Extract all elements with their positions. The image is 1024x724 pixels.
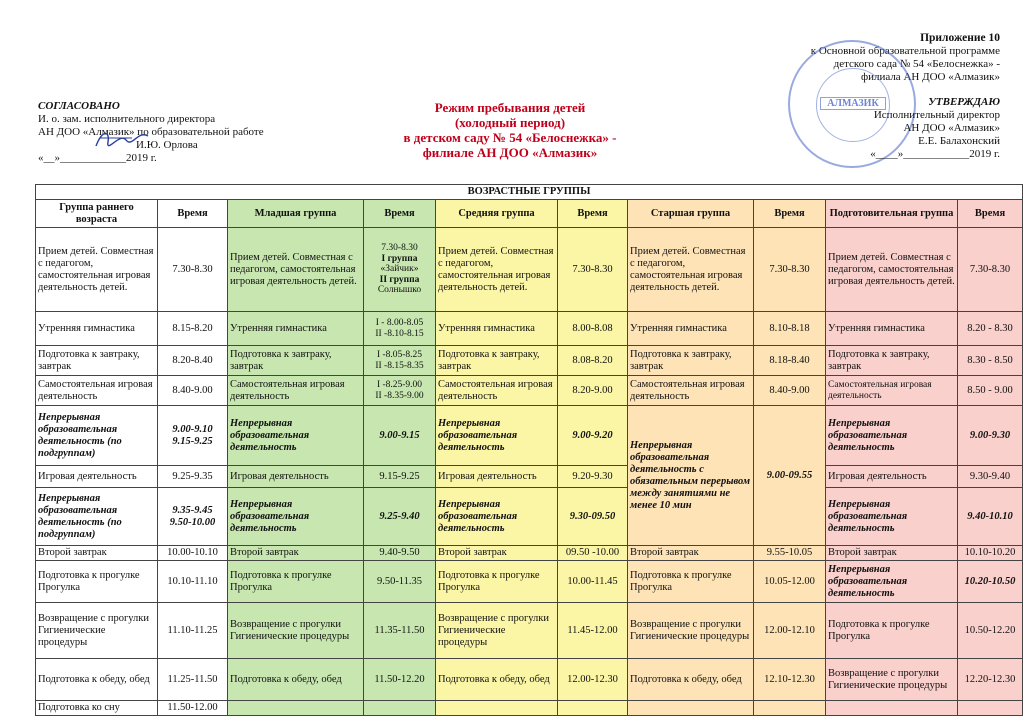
activity-cell: Подготовка к обеду, обед: [228, 659, 364, 701]
activity-cell: Второй завтрак: [436, 546, 558, 561]
activity-cell: Самостоятельная игровая деятельность: [436, 376, 558, 406]
time-cell: 11.50-12.00: [158, 701, 228, 716]
title-line: филиале АН ДОО «Алмазик»: [422, 145, 598, 160]
group-name: «Зайчик»: [380, 264, 419, 275]
activity-cell: Возвращение с прогулки Гигиенические процедуры: [436, 603, 558, 659]
activity-cell: Возвращение с прогулки Гигиенические процедуры: [228, 603, 364, 659]
time-cell: 10.00-10.10: [158, 546, 228, 561]
time-cell: 9.00-09.55: [754, 406, 826, 546]
signature-icon: [92, 126, 152, 152]
time-cell: 8.00-8.08: [558, 312, 628, 346]
activity-cell: Непрерывная образовательная деятельность: [826, 406, 958, 466]
activity-cell: Непрерывная образовательная деятельность с обязательным перерывом между занятиями не менее 10 мин: [628, 406, 754, 546]
time-cell: 11.35-11.50: [364, 603, 436, 659]
activity-cell: Самостоятельная игровая деятельность: [628, 376, 754, 406]
table-row: [36, 659, 1023, 701]
agreed-block: [38, 100, 328, 165]
activity-cell: Прием детей. Совместная с педагогом, самостоятельная игровая деятельность детей.: [228, 228, 364, 312]
activity-cell: Непрерывная образовательная деятельность: [436, 406, 558, 466]
activity-cell: Подготовка ко сну: [36, 701, 158, 716]
time-cell: 9.00-9.20: [558, 406, 628, 466]
time-cell: 9.00-9.30: [958, 406, 1023, 466]
activity-cell: Непрерывная образовательная деятельность: [228, 488, 364, 546]
approve-name: Е.Е. Балахонский: [918, 135, 1000, 147]
time-cell: 9.30-9.40: [958, 466, 1023, 488]
table-row: [36, 312, 1023, 346]
time-cell: 8.15-8.20: [158, 312, 228, 346]
time-cell: 10.10-11.10: [158, 561, 228, 603]
time-value: 9.50-10.00: [169, 516, 216, 528]
table-row: [36, 346, 1023, 376]
header-cell: Время: [958, 200, 1023, 228]
activity-cell: Второй завтрак: [628, 546, 754, 561]
activity-cell: Второй завтрак: [826, 546, 958, 561]
activity-cell: Игровая деятельность: [228, 466, 364, 488]
activity-cell: Непрерывная образовательная деятельность: [826, 561, 958, 603]
header-cell: Группа раннего возраста: [36, 200, 158, 228]
time-cell: 12.00-12.10: [754, 603, 826, 659]
time-cell: 10.10-10.20: [958, 546, 1023, 561]
activity-cell: Утренняя гимнастика: [436, 312, 558, 346]
time-value: II -8.15-8.35: [375, 360, 424, 371]
activity-cell: Непрерывная образовательная деятельность (по подгруппам): [36, 488, 158, 546]
time-value: 7.30-8.30: [381, 243, 418, 254]
stamp-label: АЛМАЗИК: [820, 97, 886, 110]
time-cell: 8.40-9.00: [158, 376, 228, 406]
table-row: [36, 466, 1023, 488]
group-name: II группа: [379, 274, 420, 285]
table-row: [36, 701, 1023, 716]
header-cell: Время: [364, 200, 436, 228]
activity-cell: Подготовка к прогулке Прогулка: [628, 561, 754, 603]
activity-cell: Утренняя гимнастика: [628, 312, 754, 346]
time-cell: 8.20-9.00: [558, 376, 628, 406]
header-cell: Время: [754, 200, 826, 228]
activity-cell: Второй завтрак: [36, 546, 158, 561]
table-row: [36, 376, 1023, 406]
activity-cell: Подготовка к прогулке Прогулка: [436, 561, 558, 603]
activity-cell: Утренняя гимнастика: [228, 312, 364, 346]
activity-cell: Второй завтрак: [228, 546, 364, 561]
activity-cell: Прием детей. Совместная с педагогом, самостоятельная игровая деятельность детей.: [36, 228, 158, 312]
time-cell: 8.20-8.40: [158, 346, 228, 376]
time-cell: 11.25-11.50: [158, 659, 228, 701]
activity-cell: Возвращение с прогулки Гигиенические процедуры: [36, 603, 158, 659]
header-cell: Время: [158, 200, 228, 228]
time-cell: 11.50-12.20: [364, 659, 436, 701]
time-cell: 10.50-12.20: [958, 603, 1023, 659]
time-cell: 7.30-8.30: [558, 228, 628, 312]
agreed-line: АН ДОО «Алмазик» по образовательной работе: [38, 126, 264, 138]
time-cell: 7.30-8.30: [958, 228, 1023, 312]
group-name: I группа: [381, 253, 418, 264]
approve-date: «____»____________2019 г.: [870, 148, 1000, 160]
activity-cell: Подготовка к обеду, обед: [628, 659, 754, 701]
time-cell: [364, 376, 436, 406]
document-title: [360, 100, 660, 160]
activity-cell: Игровая деятельность: [36, 466, 158, 488]
table-row: [36, 603, 1023, 659]
activity-cell: Подготовка к завтраку, завтрак: [436, 346, 558, 376]
header-cell: Время: [558, 200, 628, 228]
activity-cell: Подготовка к прогулке Прогулка: [228, 561, 364, 603]
time-value: I - 8.00-8.05: [375, 318, 424, 328]
time-cell: [158, 406, 228, 466]
activity-cell: Подготовка к завтраку, завтрак: [36, 346, 158, 376]
header-cell: Средняя группа: [436, 200, 558, 228]
appendix-title: Приложение 10: [920, 32, 1000, 44]
time-value: I -8.05-8.25: [376, 350, 423, 360]
time-value: 9.15-9.25: [172, 435, 213, 447]
agreed-name: И.Ю. Орлова: [136, 139, 198, 151]
table-header-row: [36, 200, 1023, 228]
time-cell: [158, 488, 228, 546]
schedule-table: [35, 184, 1023, 716]
time-cell: [364, 312, 436, 346]
time-cell: 10.05-12.00: [754, 561, 826, 603]
agreed-date: «__»____________2019 г.: [38, 152, 157, 164]
appendix-line: филиала АН ДОО «Алмазик»: [860, 71, 1000, 83]
activity-cell: Возвращение с прогулки Гигиенические процедуры: [628, 603, 754, 659]
time-cell: 9.55-10.05: [754, 546, 826, 561]
activity-cell: Подготовка к прогулке Прогулка: [826, 603, 958, 659]
activity-cell: Прием детей. Совместная с педагогом, самостоятельная игровая деятельность детей.: [826, 228, 958, 312]
time-cell: [364, 228, 436, 312]
table-caption: ВОЗРАСТНЫЕ ГРУППЫ: [36, 185, 1023, 200]
time-cell: 12.10-12.30: [754, 659, 826, 701]
activity-cell: Непрерывная образовательная деятельность: [436, 488, 558, 546]
header-cell: Младшая группа: [228, 200, 364, 228]
table-row: [36, 406, 1023, 466]
title-line: Режим пребывания детей: [434, 100, 586, 115]
activity-cell: Утренняя гимнастика: [826, 312, 958, 346]
approve-block: [770, 96, 1000, 161]
time-cell: 10.00-11.45: [558, 561, 628, 603]
header-cell: Подготовительная группа: [826, 200, 958, 228]
table-row: [36, 546, 1023, 561]
time-cell: 11.10-11.25: [158, 603, 228, 659]
time-cell: 11.45-12.00: [558, 603, 628, 659]
time-cell: 8.40-9.00: [754, 376, 826, 406]
approve-heading: УТВЕРЖДАЮ: [928, 96, 1000, 108]
time-cell: 9.20-9.30: [558, 466, 628, 488]
table-row: [36, 228, 1023, 312]
activity-cell: Подготовка к обеду, обед: [436, 659, 558, 701]
time-cell: 9.00-9.15: [364, 406, 436, 466]
time-cell: 12.20-12.30: [958, 659, 1023, 701]
appendix-line: к Основной образовательной программе: [810, 45, 1000, 57]
time-cell: 9.30-09.50: [558, 488, 628, 546]
time-cell: [364, 346, 436, 376]
agreed-heading: СОГЛАСОВАНО: [38, 100, 120, 112]
activity-cell: Подготовка к прогулке Прогулка: [36, 561, 158, 603]
activity-cell: Подготовка к завтраку, завтрак: [228, 346, 364, 376]
title-line: в детском саду № 54 «Белоснежка» -: [403, 130, 617, 145]
activity-cell: Непрерывная образовательная деятельность: [826, 488, 958, 546]
time-cell: 8.18-8.40: [754, 346, 826, 376]
activity-cell: Прием детей. Совместная с педагогом, самостоятельная игровая деятельность детей.: [628, 228, 754, 312]
time-value: II -8.35-9.00: [375, 390, 424, 401]
time-cell: 9.25-9.35: [158, 466, 228, 488]
time-cell: 7.30-8.30: [754, 228, 826, 312]
time-cell: 8.10-8.18: [754, 312, 826, 346]
time-cell: 10.20-10.50: [958, 561, 1023, 603]
group-name: Солнышко: [377, 285, 422, 296]
approve-line: АН ДОО «Алмазик»: [903, 122, 1000, 134]
table-row: [36, 561, 1023, 603]
activity-cell: Непрерывная образовательная деятельность (по подгруппам): [36, 406, 158, 466]
activity-cell: Прием детей. Совместная с педагогом, самостоятельная игровая деятельность детей.: [436, 228, 558, 312]
time-value: 9.00-9.10: [172, 423, 213, 435]
time-cell: 9.25-9.40: [364, 488, 436, 546]
time-cell: 8.20 - 8.30: [958, 312, 1023, 346]
time-cell: 8.30 - 8.50: [958, 346, 1023, 376]
time-value: 9.35-9.45: [172, 504, 213, 516]
time-cell: 9.40-10.10: [958, 488, 1023, 546]
time-cell: 12.00-12.30: [558, 659, 628, 701]
time-cell: 9.40-9.50: [364, 546, 436, 561]
time-cell: 9.15-9.25: [364, 466, 436, 488]
time-cell: 7.30-8.30: [158, 228, 228, 312]
activity-cell: Утренняя гимнастика: [36, 312, 158, 346]
activity-cell: Подготовка к завтраку, завтрак: [826, 346, 958, 376]
activity-cell: Самостоятельная игровая деятельность: [36, 376, 158, 406]
table-row: [36, 488, 1023, 546]
activity-cell: Непрерывная образовательная деятельность: [228, 406, 364, 466]
time-value: I -8.25-9.00: [376, 380, 423, 390]
appendix-line: детского сада № 54 «Белоснежка» -: [833, 58, 1000, 70]
activity-cell: Подготовка к завтраку, завтрак: [628, 346, 754, 376]
time-cell: 8.50 - 9.00: [958, 376, 1023, 406]
activity-cell: Игровая деятельность: [436, 466, 558, 488]
time-cell: 8.08-8.20: [558, 346, 628, 376]
time-cell: 9.50-11.35: [364, 561, 436, 603]
activity-cell: Самостоятельная игровая деятельность: [228, 376, 364, 406]
agreed-line: И. о. зам. исполнительного директора: [38, 113, 216, 125]
activity-cell: Возвращение с прогулки Гигиенические процедуры: [826, 659, 958, 701]
approve-line: Исполнительный директор: [873, 109, 1000, 121]
time-cell: 09.50 -10.00: [558, 546, 628, 561]
activity-cell: Игровая деятельность: [826, 466, 958, 488]
title-line: (холодный период): [454, 115, 566, 130]
activity-cell: Подготовка к обеду, обед: [36, 659, 158, 701]
activity-cell: Самостоятельная игровая деятельность: [826, 376, 958, 406]
header-cell: Старшая группа: [628, 200, 754, 228]
time-value: II -8.10-8.15: [375, 328, 424, 339]
